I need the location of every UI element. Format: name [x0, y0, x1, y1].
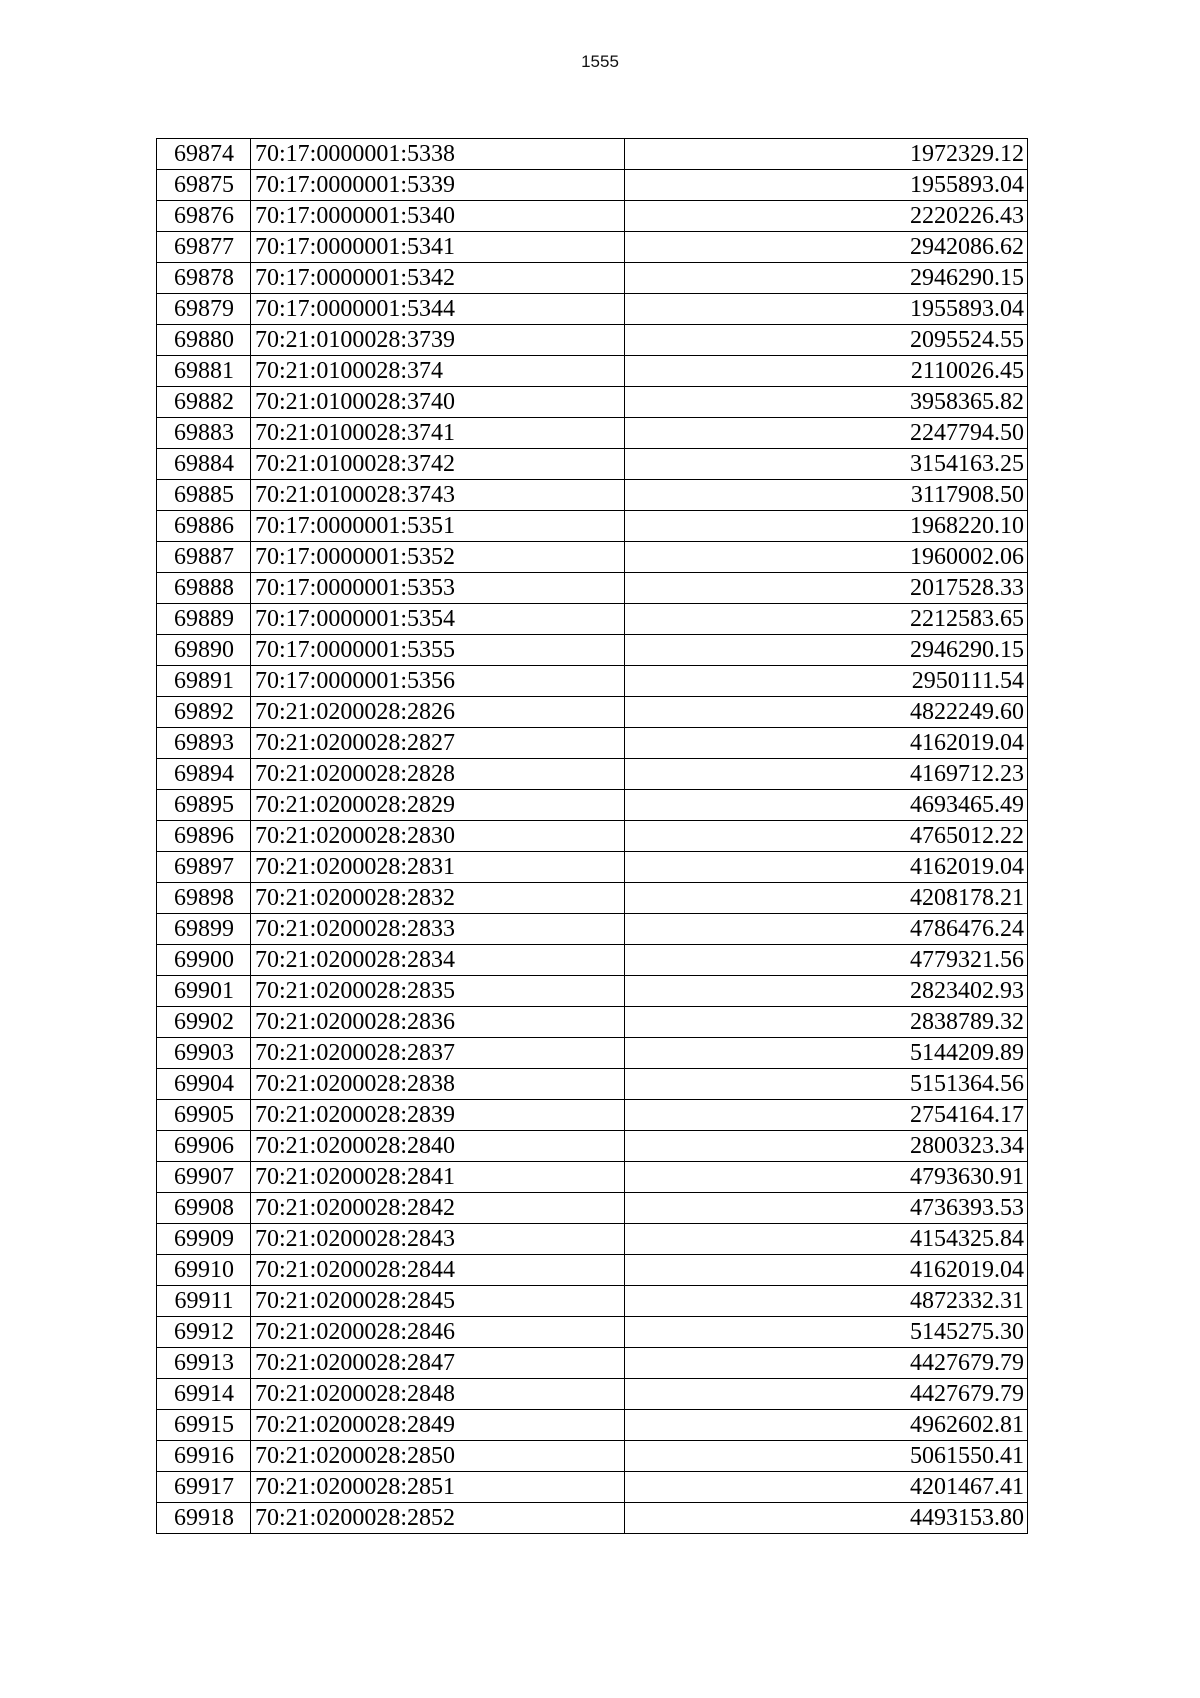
- row-number-cell: 69902: [157, 1007, 251, 1038]
- cadastral-value-cell: 2946290.15: [625, 263, 1028, 294]
- cadastral-number-cell: 70:21:0200028:2834: [251, 945, 625, 976]
- table-row: [157, 1131, 1028, 1162]
- cadastral-number-cell: 70:17:0000001:5356: [251, 666, 625, 697]
- table-row: [157, 759, 1028, 790]
- row-number-cell: 69895: [157, 790, 251, 821]
- row-number-cell: 69887: [157, 542, 251, 573]
- row-number-cell: 69917: [157, 1472, 251, 1503]
- cadastral-value-cell: 2946290.15: [625, 635, 1028, 666]
- table-row: [157, 1286, 1028, 1317]
- table-row: [157, 1472, 1028, 1503]
- row-number-cell: 69901: [157, 976, 251, 1007]
- cadastral-number-cell: 70:21:0100028:3741: [251, 418, 625, 449]
- cadastral-value-cell: 4162019.04: [625, 1255, 1028, 1286]
- cadastral-number-cell: 70:17:0000001:5355: [251, 635, 625, 666]
- row-number-cell: 69903: [157, 1038, 251, 1069]
- cadastral-number-cell: 70:17:0000001:5344: [251, 294, 625, 325]
- cadastral-value-cell: 4208178.21: [625, 883, 1028, 914]
- cadastral-number-cell: 70:21:0200028:2829: [251, 790, 625, 821]
- cadastral-value-cell: 1955893.04: [625, 294, 1028, 325]
- table-row: [157, 263, 1028, 294]
- cadastral-number-cell: 70:21:0100028:3739: [251, 325, 625, 356]
- cadastral-value-cell: 5151364.56: [625, 1069, 1028, 1100]
- cadastral-number-cell: 70:21:0200028:2833: [251, 914, 625, 945]
- row-number-cell: 69910: [157, 1255, 251, 1286]
- table-row: [157, 1224, 1028, 1255]
- table-row: [157, 604, 1028, 635]
- cadastral-number-cell: 70:21:0200028:2851: [251, 1472, 625, 1503]
- row-number-cell: 69900: [157, 945, 251, 976]
- cadastral-value-cell: 4427679.79: [625, 1379, 1028, 1410]
- table-row: [157, 1410, 1028, 1441]
- table-row: [157, 418, 1028, 449]
- table-row: [157, 1069, 1028, 1100]
- table-row: [157, 1317, 1028, 1348]
- cadastral-value-cell: 2754164.17: [625, 1100, 1028, 1131]
- table-row: [157, 697, 1028, 728]
- cadastral-number-cell: 70:21:0100028:374: [251, 356, 625, 387]
- table-row: [157, 170, 1028, 201]
- cadastral-value-cell: 4765012.22: [625, 821, 1028, 852]
- table-row: [157, 1441, 1028, 1472]
- cadastral-number-cell: 70:17:0000001:5352: [251, 542, 625, 573]
- cadastral-value-cell: 1955893.04: [625, 170, 1028, 201]
- table-row: [157, 232, 1028, 263]
- row-number-cell: 69881: [157, 356, 251, 387]
- table-body: [157, 139, 1028, 1534]
- row-number-cell: 69896: [157, 821, 251, 852]
- cadastral-value-cell: 5144209.89: [625, 1038, 1028, 1069]
- row-number-cell: 69911: [157, 1286, 251, 1317]
- table-row: [157, 1162, 1028, 1193]
- table-row: [157, 511, 1028, 542]
- table-row: [157, 1255, 1028, 1286]
- row-number-cell: 69907: [157, 1162, 251, 1193]
- cadastral-number-cell: 70:21:0100028:3740: [251, 387, 625, 418]
- table-row: [157, 914, 1028, 945]
- cadastral-number-cell: 70:17:0000001:5341: [251, 232, 625, 263]
- cadastral-value-cell: 4427679.79: [625, 1348, 1028, 1379]
- cadastral-number-cell: 70:21:0100028:3743: [251, 480, 625, 511]
- table-row: [157, 139, 1028, 170]
- cadastral-value-cell: 4154325.84: [625, 1224, 1028, 1255]
- row-number-cell: 69899: [157, 914, 251, 945]
- row-number-cell: 69905: [157, 1100, 251, 1131]
- cadastral-value-cell: 4162019.04: [625, 728, 1028, 759]
- cadastral-value-cell: 2095524.55: [625, 325, 1028, 356]
- cadastral-number-cell: 70:21:0200028:2845: [251, 1286, 625, 1317]
- row-number-cell: 69912: [157, 1317, 251, 1348]
- table-row: [157, 883, 1028, 914]
- cadastral-number-cell: 70:17:0000001:5338: [251, 139, 625, 170]
- table-row: [157, 852, 1028, 883]
- cadastral-value-cell: 4786476.24: [625, 914, 1028, 945]
- cadastral-value-cell: 5145275.30: [625, 1317, 1028, 1348]
- cadastral-number-cell: 70:17:0000001:5340: [251, 201, 625, 232]
- cadastral-value-cell: 1972329.12: [625, 139, 1028, 170]
- cadastral-number-cell: 70:21:0200028:2832: [251, 883, 625, 914]
- cadastral-number-cell: 70:17:0000001:5351: [251, 511, 625, 542]
- cadastral-number-cell: 70:21:0100028:3742: [251, 449, 625, 480]
- table-row: [157, 573, 1028, 604]
- cadastral-number-cell: 70:21:0200028:2844: [251, 1255, 625, 1286]
- row-number-cell: 69885: [157, 480, 251, 511]
- row-number-cell: 69894: [157, 759, 251, 790]
- row-number-cell: 69906: [157, 1131, 251, 1162]
- cadastral-value-cell: 2017528.33: [625, 573, 1028, 604]
- cadastral-value-cell: 3154163.25: [625, 449, 1028, 480]
- row-number-cell: 69891: [157, 666, 251, 697]
- cadastral-number-cell: 70:21:0200028:2843: [251, 1224, 625, 1255]
- row-number-cell: 69897: [157, 852, 251, 883]
- cadastral-value-cell: 4779321.56: [625, 945, 1028, 976]
- table-row: [157, 1100, 1028, 1131]
- row-number-cell: 69913: [157, 1348, 251, 1379]
- cadastral-number-cell: 70:21:0200028:2838: [251, 1069, 625, 1100]
- cadastral-value-cell: 2838789.32: [625, 1007, 1028, 1038]
- cadastral-number-cell: 70:17:0000001:5342: [251, 263, 625, 294]
- cadastral-value-cell: 4162019.04: [625, 852, 1028, 883]
- row-number-cell: 69884: [157, 449, 251, 480]
- cadastral-number-cell: 70:21:0200028:2850: [251, 1441, 625, 1472]
- row-number-cell: 69918: [157, 1503, 251, 1534]
- table-row: [157, 201, 1028, 232]
- page-number: 1555: [581, 52, 619, 71]
- cadastral-number-cell: 70:21:0200028:2841: [251, 1162, 625, 1193]
- table-row: [157, 1348, 1028, 1379]
- cadastral-number-cell: 70:17:0000001:5353: [251, 573, 625, 604]
- cadastral-number-cell: 70:21:0200028:2826: [251, 697, 625, 728]
- cadastral-value-cell: 4962602.81: [625, 1410, 1028, 1441]
- row-number-cell: 69893: [157, 728, 251, 759]
- cadastral-number-cell: 70:21:0200028:2836: [251, 1007, 625, 1038]
- cadastral-number-cell: 70:21:0200028:2831: [251, 852, 625, 883]
- table-row: [157, 728, 1028, 759]
- cadastral-value-cell: 4493153.80: [625, 1503, 1028, 1534]
- cadastral-value-cell: 2212583.65: [625, 604, 1028, 635]
- row-number-cell: 69888: [157, 573, 251, 604]
- table-row: [157, 1038, 1028, 1069]
- row-number-cell: 69915: [157, 1410, 251, 1441]
- cadastral-value-cell: 4736393.53: [625, 1193, 1028, 1224]
- table-row: [157, 1007, 1028, 1038]
- cadastral-value-cell: 4872332.31: [625, 1286, 1028, 1317]
- cadastral-number-cell: 70:21:0200028:2849: [251, 1410, 625, 1441]
- cadastral-number-cell: 70:21:0200028:2839: [251, 1100, 625, 1131]
- table-row: [157, 945, 1028, 976]
- row-number-cell: 69914: [157, 1379, 251, 1410]
- cadastral-number-cell: 70:21:0200028:2827: [251, 728, 625, 759]
- table-row: [157, 790, 1028, 821]
- row-number-cell: 69889: [157, 604, 251, 635]
- row-number-cell: 69875: [157, 170, 251, 201]
- table-row: [157, 1193, 1028, 1224]
- table-row: [157, 449, 1028, 480]
- row-number-cell: 69892: [157, 697, 251, 728]
- table-row: [157, 387, 1028, 418]
- cadastral-value-cell: 4693465.49: [625, 790, 1028, 821]
- table-row: [157, 356, 1028, 387]
- cadastral-value-cell: 2800323.34: [625, 1131, 1028, 1162]
- row-number-cell: 69877: [157, 232, 251, 263]
- cadastral-value-cell: 2220226.43: [625, 201, 1028, 232]
- cadastral-value-cell: 3117908.50: [625, 480, 1028, 511]
- row-number-cell: 69886: [157, 511, 251, 542]
- cadastral-value-cell: 1968220.10: [625, 511, 1028, 542]
- row-number-cell: 69898: [157, 883, 251, 914]
- row-number-cell: 69890: [157, 635, 251, 666]
- cadastral-value-cell: 4201467.41: [625, 1472, 1028, 1503]
- cadastral-number-cell: 70:21:0200028:2840: [251, 1131, 625, 1162]
- cadastral-value-table: [156, 138, 1028, 1534]
- row-number-cell: 69909: [157, 1224, 251, 1255]
- cadastral-value-cell: 1960002.06: [625, 542, 1028, 573]
- cadastral-number-cell: 70:21:0200028:2828: [251, 759, 625, 790]
- table-row: [157, 294, 1028, 325]
- cadastral-value-cell: 2942086.62: [625, 232, 1028, 263]
- row-number-cell: 69908: [157, 1193, 251, 1224]
- cadastral-number-cell: 70:21:0200028:2835: [251, 976, 625, 1007]
- row-number-cell: 69876: [157, 201, 251, 232]
- table-row: [157, 325, 1028, 356]
- row-number-cell: 69916: [157, 1441, 251, 1472]
- table-row: [157, 542, 1028, 573]
- cadastral-value-cell: 2247794.50: [625, 418, 1028, 449]
- cadastral-number-cell: 70:21:0200028:2846: [251, 1317, 625, 1348]
- table-row: [157, 635, 1028, 666]
- table-row: [157, 1379, 1028, 1410]
- cadastral-value-cell: 4822249.60: [625, 697, 1028, 728]
- table-row: [157, 480, 1028, 511]
- row-number-cell: 69878: [157, 263, 251, 294]
- cadastral-value-cell: 5061550.41: [625, 1441, 1028, 1472]
- cadastral-number-cell: 70:17:0000001:5354: [251, 604, 625, 635]
- table-row: [157, 821, 1028, 852]
- cadastral-value-cell: 4169712.23: [625, 759, 1028, 790]
- cadastral-value-cell: 3958365.82: [625, 387, 1028, 418]
- table-row: [157, 1503, 1028, 1534]
- cadastral-number-cell: 70:21:0200028:2830: [251, 821, 625, 852]
- cadastral-number-cell: 70:21:0200028:2848: [251, 1379, 625, 1410]
- cadastral-number-cell: 70:21:0200028:2842: [251, 1193, 625, 1224]
- cadastral-number-cell: 70:21:0200028:2852: [251, 1503, 625, 1534]
- cadastral-number-cell: 70:17:0000001:5339: [251, 170, 625, 201]
- cadastral-number-cell: 70:21:0200028:2847: [251, 1348, 625, 1379]
- cadastral-number-cell: 70:21:0200028:2837: [251, 1038, 625, 1069]
- cadastral-value-cell: 2110026.45: [625, 356, 1028, 387]
- cadastral-value-cell: 2950111.54: [625, 666, 1028, 697]
- row-number-cell: 69882: [157, 387, 251, 418]
- row-number-cell: 69904: [157, 1069, 251, 1100]
- cadastral-value-cell: 4793630.91: [625, 1162, 1028, 1193]
- row-number-cell: 69883: [157, 418, 251, 449]
- table-row: [157, 666, 1028, 697]
- cadastral-value-cell: 2823402.93: [625, 976, 1028, 1007]
- row-number-cell: 69874: [157, 139, 251, 170]
- row-number-cell: 69879: [157, 294, 251, 325]
- row-number-cell: 69880: [157, 325, 251, 356]
- table-row: [157, 976, 1028, 1007]
